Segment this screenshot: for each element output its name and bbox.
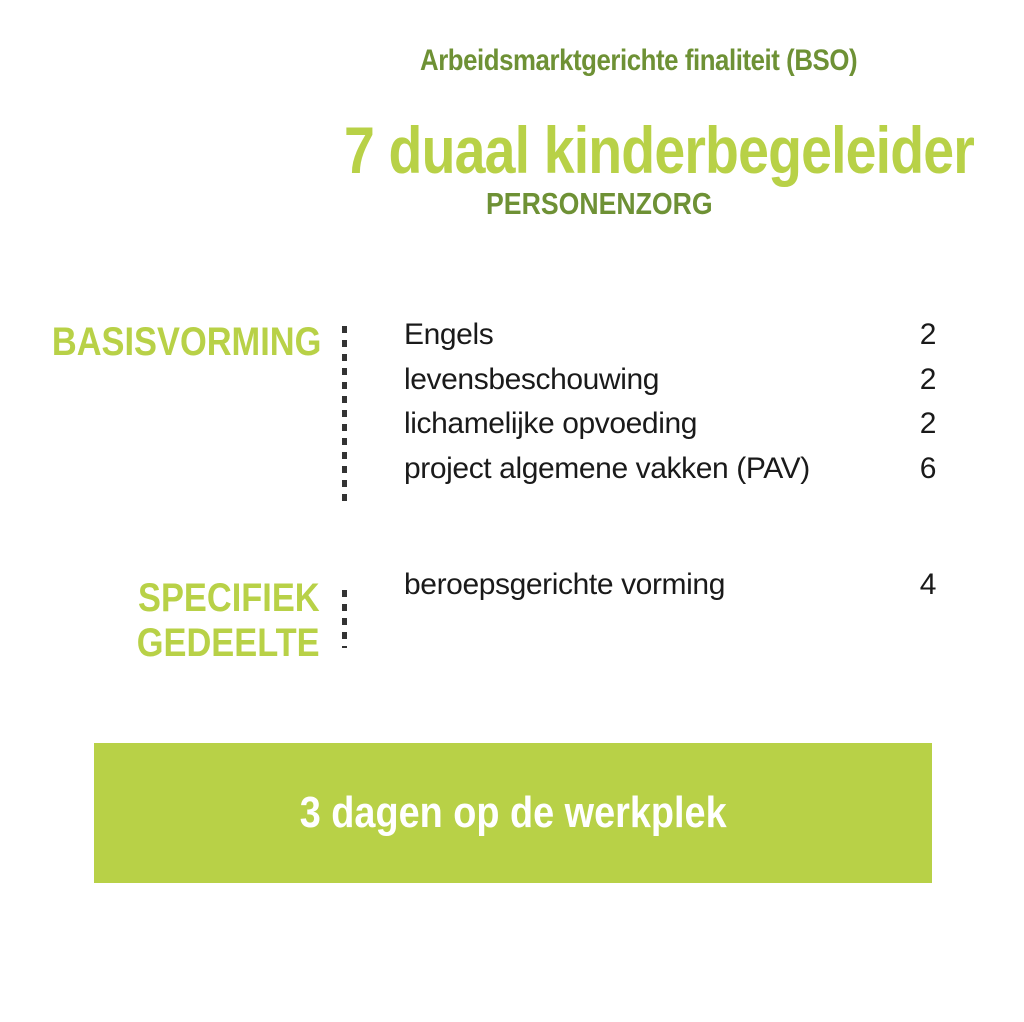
course-hours: 2 <box>919 407 936 440</box>
basisvorming-divider <box>342 326 347 502</box>
specifiek-label <box>137 576 320 666</box>
course-hours: 4 <box>919 568 936 601</box>
course-hours: 2 <box>919 318 936 351</box>
werkplek-banner <box>94 743 932 883</box>
course-name: lichamelijke opvoeding <box>404 407 698 440</box>
page-title: 7 duaal kinderbegeleider <box>344 113 974 187</box>
course-name: Engels <box>404 318 494 351</box>
course-hours: 2 <box>919 362 936 396</box>
course-row <box>404 363 936 408</box>
course-name: levensbeschouwing <box>404 362 660 396</box>
werkplek-banner-text: 3 dagen op de werkplek <box>299 788 727 837</box>
course-row <box>404 568 936 613</box>
finaliteit-heading: Arbeidsmarktgerichte finaliteit (BSO) <box>420 44 858 77</box>
specifiek-label-line2: GEDEELTE <box>137 621 320 665</box>
specifiek-course-list <box>404 568 936 613</box>
specifiek-label-line1: SPECIFIEK <box>138 576 320 620</box>
course-row <box>404 452 936 497</box>
course-name: beroepsgerichte vorming <box>404 568 725 601</box>
course-name: project algemene vakken (PAV) <box>404 451 810 485</box>
course-hours: 6 <box>919 451 936 485</box>
basisvorming-label-text: BASISVORMING <box>51 320 321 364</box>
page-subtitle: PERSONENZORG <box>486 186 713 221</box>
course-row <box>404 407 936 452</box>
specifiek-divider <box>342 590 347 648</box>
basisvorming-label <box>52 320 321 365</box>
basisvorming-course-list <box>404 318 936 496</box>
course-row <box>404 318 936 363</box>
